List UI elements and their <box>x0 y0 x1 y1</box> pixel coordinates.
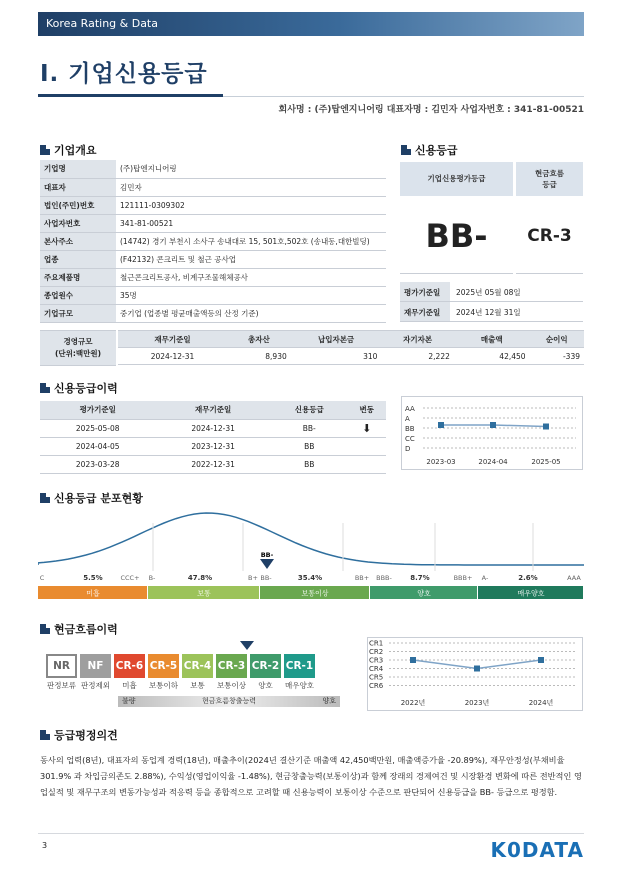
cash-grade-label: 보통이하 <box>149 681 178 690</box>
eval-date-label: 평가기준일 <box>400 282 450 301</box>
cashflow-chart <box>367 637 583 711</box>
distribution-marker <box>260 559 274 569</box>
band-label: 매우양호 <box>517 589 545 598</box>
cash-grade-label: 양호 <box>258 681 273 690</box>
cash-grade-marker <box>240 641 254 650</box>
band-percent: 2.6% <box>518 574 538 582</box>
scale-header: 매출액 <box>454 331 530 348</box>
y-tick-label: CR1 <box>369 639 384 648</box>
credit-heading-text: 신용등급 <box>415 144 458 157</box>
cash-grade-cr-1: CR-1 <box>284 654 315 678</box>
band-percent: 35.4% <box>297 574 323 582</box>
overview-row <box>40 304 386 322</box>
band-label: 보통 <box>197 589 211 598</box>
fin-date-label: 재무기준일 <box>400 302 450 321</box>
overview-row <box>40 160 386 178</box>
history-header: 신용등급 <box>271 401 348 419</box>
history-point <box>490 422 496 428</box>
grade-tick: CCC+ <box>120 574 140 582</box>
band-percent: 47.8% <box>187 574 213 582</box>
section-icon <box>40 145 50 155</box>
band-label: 보통이상 <box>301 589 329 598</box>
scale-table <box>118 330 584 365</box>
cash-grade-label: 보통이상 <box>217 681 246 690</box>
change-arrow-icon <box>348 455 386 473</box>
y-tick-label: CR5 <box>369 673 384 682</box>
y-tick-label: CR2 <box>369 648 384 656</box>
change-arrow-icon <box>348 437 386 455</box>
scale-label <box>40 330 116 366</box>
overview-key: 기업규모 <box>40 304 116 322</box>
overview-heading-text: 기업개요 <box>54 144 97 157</box>
history-cell: 2023-12-31 <box>155 437 270 455</box>
history-cell: BB- <box>271 419 348 437</box>
history-header: 재무기준일 <box>155 401 270 419</box>
section-icon <box>401 145 411 155</box>
cash-grade: CR-3 <box>516 198 583 274</box>
grade-tick: C <box>39 574 45 582</box>
history-cell: BB <box>271 437 348 455</box>
distribution-chart <box>38 505 584 605</box>
scale-header-row <box>118 331 584 348</box>
cashflow-heading-text: 현금흐름이력 <box>54 623 118 636</box>
overview-key: 업종 <box>40 250 116 268</box>
overview-value: 35명 <box>116 286 386 304</box>
title-accent <box>38 94 223 97</box>
footer-divider <box>38 833 584 834</box>
band-label: 미흡 <box>86 589 100 598</box>
grade-tick: BB- <box>260 574 272 582</box>
bar-right: 양호 <box>322 697 336 705</box>
overview-row <box>40 196 386 214</box>
opinion-text: 동사의 업력(8년), 대표자의 동업계 경력(18년), 매출추이(2024년 결산기준 매출액 42,450백만원, 매출액증가율 -20.89%), 재무안정성(부채비율 301.9% 과 차입금의존도 2.88%), 수익성(영업이익율 -1.48%), 현금창출능력(보통이상)과 함께 장래의 경제여건 및 시장환경 변화에 따른 전반적인 영업실적 및 재무구조의 변동가능성과 적응력 등을 종합적으로 고려할 때 신용능력이 보통이상 수준으로 판단되어 신용등급을 BB- 등급으로 평정함. <box>40 755 582 797</box>
x-tick-label: 2022년 <box>400 699 426 707</box>
cash-grade-nf: NF <box>80 654 111 678</box>
scale-value: 8,930 <box>227 348 291 365</box>
scale-label-line2: (단위:백만원) <box>54 349 102 358</box>
overview-row <box>40 178 386 196</box>
bar-left: 불량 <box>122 697 136 705</box>
history-chart <box>401 396 583 470</box>
brand-banner <box>38 12 584 36</box>
overview-value: (주)탑엔지니어링 <box>116 160 386 178</box>
scale-value: 2,222 <box>381 348 454 365</box>
section-icon <box>40 730 50 740</box>
y-tick-label: AA <box>405 405 415 413</box>
band-label: 양호 <box>417 589 431 598</box>
bar-mid: 현금흐름창출능력 <box>201 697 257 705</box>
credit-grade: BB- <box>400 198 513 274</box>
overview-value: 341-81-00521 <box>116 214 386 232</box>
overview-key: 사업자번호 <box>40 214 116 232</box>
cash-grade-label: 판정제외 <box>81 681 110 690</box>
y-tick-label: A <box>405 415 410 423</box>
scale-value: 310 <box>291 348 382 365</box>
grade-label: 기업신용평가등급 <box>400 162 513 196</box>
history-header: 변동 <box>348 401 386 419</box>
brand-name: Korea Rating & Data <box>46 17 158 30</box>
history-heading-text: 신용등급이력 <box>54 382 118 395</box>
cash-grade-label: 미흡 <box>122 681 137 690</box>
history-header: 평가기준일 <box>40 401 155 419</box>
opinion-heading-text: 등급평정의견 <box>54 729 118 742</box>
band-percent: 8.7% <box>410 574 430 582</box>
cash-grade-label <box>516 162 583 196</box>
cash-grade-scale <box>46 654 315 678</box>
grade-tick: B- <box>148 574 156 582</box>
distribution-heading-text: 신용등급 분포현황 <box>54 492 143 505</box>
overview-row <box>40 286 386 304</box>
overview-table <box>40 160 386 323</box>
scale-header: 순이익 <box>530 331 584 348</box>
cash-ability-bar <box>118 696 340 707</box>
cash-grade-cr-5: CR-5 <box>148 654 179 678</box>
cash-grade-labels <box>46 680 315 691</box>
section-icon <box>40 624 50 634</box>
distribution-heading <box>40 490 143 506</box>
cashflow-heading <box>40 621 118 637</box>
fin-date: 2024년 12월 31일 <box>456 308 521 317</box>
history-cell: 2024-12-31 <box>155 419 270 437</box>
history-heading <box>40 380 118 396</box>
overview-key: 종업원수 <box>40 286 116 304</box>
change-arrow-icon: ⬇ <box>348 419 386 437</box>
overview-value: 121111-0309302 <box>116 196 386 214</box>
cash-grade-cr-6: CR-6 <box>114 654 145 678</box>
history-cell: 2024-04-05 <box>40 437 155 455</box>
overview-key: 본사주소 <box>40 232 116 250</box>
scale-value: 2024-12-31 <box>118 348 227 365</box>
overview-key: 기업명 <box>40 160 116 178</box>
overview-row <box>40 268 386 286</box>
grade-tick: AAA <box>567 574 581 582</box>
overview-row <box>40 214 386 232</box>
credit-heading <box>401 142 458 158</box>
x-tick-label: 2023-03 <box>426 458 456 466</box>
overview-value: 중기업 (업종별 평균매출액등의 산정 기준) <box>116 304 386 322</box>
section-icon <box>40 493 50 503</box>
cashflow-point <box>474 666 480 672</box>
section-icon <box>40 383 50 393</box>
grade-tick: BBB+ <box>453 574 473 582</box>
eval-date-row <box>400 282 583 302</box>
cash-grade-label: 판정보류 <box>47 681 76 690</box>
overview-heading <box>40 142 97 158</box>
history-row <box>40 419 386 437</box>
cash-grade-label: 매우양호 <box>285 681 314 690</box>
cash-label-line2: 등급 <box>542 180 557 189</box>
eval-date: 2025년 05월 08일 <box>456 288 521 297</box>
cash-grade-cr-4: CR-4 <box>182 654 213 678</box>
band-percent: 5.5% <box>83 574 103 582</box>
overview-value: 김민자 <box>116 178 386 196</box>
scale-header: 납입자본금 <box>291 331 382 348</box>
cash-grade-label: 보통 <box>190 681 205 690</box>
scale-label-line1: 경영규모 <box>63 337 93 346</box>
scale-value: -339 <box>530 348 584 365</box>
scale-header: 자기자본 <box>381 331 454 348</box>
history-cell: 2023-03-28 <box>40 455 155 473</box>
grade-tick: B+ <box>248 574 258 582</box>
opinion-heading <box>40 727 118 743</box>
scale-value: 42,450 <box>454 348 530 365</box>
cashflow-point <box>410 657 416 663</box>
overview-row <box>40 250 386 268</box>
history-point <box>543 424 549 430</box>
overview-value: 철근콘크리트공사, 비계구조물해체공사 <box>116 268 386 286</box>
y-tick-label: D <box>405 445 411 453</box>
distribution-marker-label: BB- <box>260 551 274 559</box>
grade-tick: BB+ <box>354 574 370 582</box>
y-tick-label: CC <box>405 435 415 443</box>
company-info-line: 회사명 : (주)탑엔지니어링 대표자명 : 김민자 사업자번호 : 341-81-00521 <box>278 105 584 115</box>
x-tick-label: 2024년 <box>528 699 554 707</box>
cashflow-point <box>538 657 544 663</box>
scale-value-row <box>118 348 584 365</box>
page-title: I. 기업신용등급 <box>40 61 208 87</box>
history-cell: 2025-05-08 <box>40 419 155 437</box>
history-cell: BB <box>271 455 348 473</box>
y-tick-label: CR3 <box>369 656 384 665</box>
y-tick-label: CR4 <box>369 665 384 673</box>
grade-tick: BBB- <box>376 574 392 582</box>
page-number: 3 <box>42 841 48 850</box>
distribution-curve <box>38 513 584 565</box>
history-row <box>40 437 386 455</box>
scale-header: 총자산 <box>227 331 291 348</box>
x-tick-label: 2024-04 <box>478 458 508 466</box>
history-header-row <box>40 401 386 419</box>
kodata-logo: K0DATA <box>490 838 584 862</box>
history-row <box>40 455 386 473</box>
x-tick-label: 2025-05 <box>531 458 561 466</box>
history-table <box>40 401 386 474</box>
overview-row <box>40 232 386 250</box>
grade-tick: A- <box>481 574 489 582</box>
cash-grade-cr-3: CR-3 <box>216 654 247 678</box>
overview-key: 주요제품명 <box>40 268 116 286</box>
y-tick-label: BB <box>405 425 415 433</box>
x-tick-label: 2023년 <box>464 699 490 707</box>
y-tick-label: CR6 <box>369 682 384 690</box>
cash-grade-nr: NR <box>46 654 77 678</box>
overview-key: 법인(주민)번호 <box>40 196 116 214</box>
cash-grade-cr-2: CR-2 <box>250 654 281 678</box>
scale-header: 재무기준일 <box>118 331 227 348</box>
history-cell: 2022-12-31 <box>155 455 270 473</box>
overview-value: (F42132) 콘크리트 및 철근 공사업 <box>116 250 386 268</box>
fin-date-row <box>400 302 583 322</box>
history-point <box>438 422 444 428</box>
cash-label-line1: 현금흐름 <box>535 169 564 178</box>
overview-value: (14742) 경기 부천시 소사구 송내대로 15, 501호,502호 (송내동,대한빌딩) <box>116 232 386 250</box>
overview-key: 대표자 <box>40 178 116 196</box>
